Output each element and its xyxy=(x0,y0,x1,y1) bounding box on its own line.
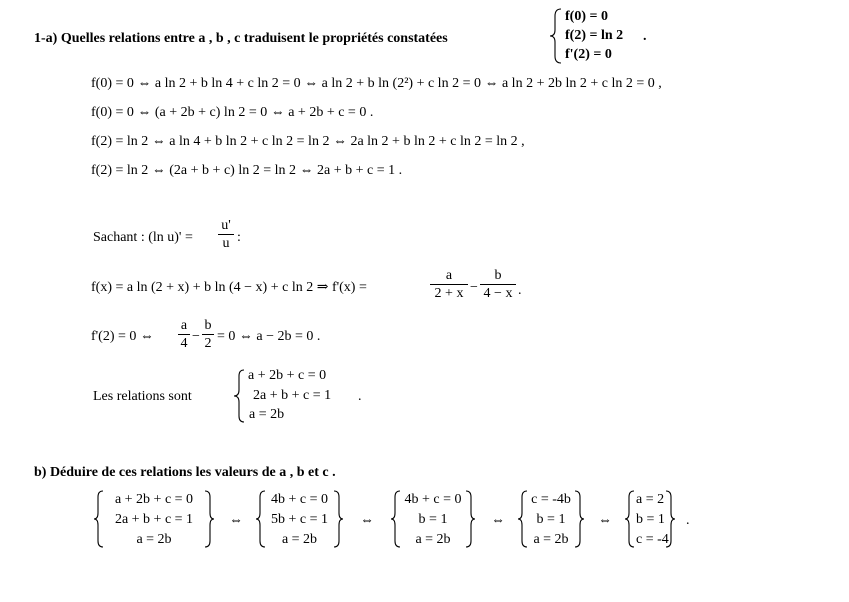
equivalence-symbol: ⇔ xyxy=(360,513,374,528)
fraction-denominator: u xyxy=(222,236,230,251)
fraction-denominator: 2 xyxy=(204,336,212,351)
system-row: c = -4 xyxy=(636,532,669,547)
fraction-bar xyxy=(178,334,190,335)
equivalence-symbol: ⇔ xyxy=(491,513,505,528)
derivation-line-3: f(2) = ln 2 ⇔ a ln 4 + b ln 2 + c ln 2 = ln 2 ⇔ 2a ln 2 + b ln 2 + c ln 2 = ln 2 , xyxy=(91,134,525,149)
system-row: 5b + c = 1 xyxy=(270,512,328,527)
left-brace xyxy=(517,490,529,548)
fraction-numerator: a xyxy=(180,318,188,333)
fraction-numerator: u' xyxy=(221,218,231,233)
equation-system-2 xyxy=(255,490,344,548)
relation-2: 2a + b + c = 1 xyxy=(253,388,332,403)
derivation-line-4: f(2) = ln 2 ⇔ (2a + b + c) ln 2 = ln 2 ⇔ 2a + b + c = 1 . xyxy=(91,163,403,178)
fraction-u-prime-over-u xyxy=(218,218,234,251)
system-row: a = 2b xyxy=(281,532,318,547)
system-row: a = 2b xyxy=(533,532,569,547)
system-row: b = 1 xyxy=(418,512,448,527)
sachant-prefix: Sachant : (ln u)' = xyxy=(93,230,193,245)
fraction-denominator: 4 − x xyxy=(483,286,513,301)
fraction-bar xyxy=(430,284,468,285)
condition-period: . xyxy=(643,29,647,44)
left-brace xyxy=(93,490,105,548)
system-row: c = -4b xyxy=(531,492,571,507)
fraction-a-over-4 xyxy=(178,318,190,351)
fprime2-prefix: f'(2) = 0 ⇔ xyxy=(91,329,154,344)
right-brace xyxy=(204,490,216,548)
derivation-line-1: f(0) = 0 ⇔ a ln 2 + b ln 4 + c ln 2 = 0 ⇔ a ln 2 + b ln (2²) + c ln 2 = 0 ⇔ a ln 2 + 2b ln 2 + c ln 2 = 0 , xyxy=(91,76,662,91)
final-period: . xyxy=(686,513,690,528)
system-row: a = 2b xyxy=(136,532,172,547)
fraction-b-over-2 xyxy=(202,318,214,351)
condition-f2: f(2) = ln 2 xyxy=(565,28,624,43)
system-row: b = 1 xyxy=(536,512,566,527)
left-brace xyxy=(624,490,636,548)
system-row: a = 2 xyxy=(636,492,665,507)
condition-f0: f(0) = 0 xyxy=(565,9,608,24)
fraction-numerator: b xyxy=(494,268,502,283)
left-brace xyxy=(390,490,402,548)
relations-period: . xyxy=(358,389,362,404)
fraction-bar xyxy=(202,334,214,335)
equation-system-3 xyxy=(390,490,476,548)
system-row: 4b + c = 0 xyxy=(270,492,328,507)
fx-period: . xyxy=(518,283,522,298)
fraction-denominator: 2 + x xyxy=(434,286,464,301)
derivation-line-2: f(0) = 0 ⇔ (a + 2b + c) ln 2 = 0 ⇔ a + 2b + c = 0 . xyxy=(91,105,374,120)
fraction-numerator: b xyxy=(204,318,212,333)
fraction-b-over-4-minus-x xyxy=(480,268,516,301)
relations-label: Les relations sont xyxy=(93,389,192,404)
fraction-bar xyxy=(480,284,516,285)
system-row: 2a + b + c = 1 xyxy=(114,512,194,527)
system-row: b = 1 xyxy=(636,512,665,527)
right-brace xyxy=(574,490,586,548)
question-1a-title: 1-a) Quelles relations entre a , b , c traduisent le propriétés constatées xyxy=(34,31,448,46)
minus-sign: − xyxy=(470,280,478,295)
system-row: 4b + c = 0 xyxy=(404,492,462,507)
left-brace xyxy=(255,490,267,548)
condition-fprime2: f'(2) = 0 xyxy=(565,47,612,62)
fraction-numerator: a xyxy=(445,268,453,283)
left-brace xyxy=(549,8,563,64)
relation-1: a + 2b + c = 0 xyxy=(248,368,327,383)
relation-3: a = 2b xyxy=(249,407,285,422)
fraction-bar xyxy=(218,234,234,235)
right-brace xyxy=(333,490,345,548)
left-brace xyxy=(233,369,245,423)
system-row: a = 2b xyxy=(415,532,451,547)
equation-system-5 xyxy=(624,490,676,548)
equivalence-symbol: ⇔ xyxy=(229,513,243,528)
fx-expression: f(x) = a ln (2 + x) + b ln (4 − x) + c ln 2 ⇒ f'(x) = xyxy=(91,280,367,295)
minus-sign: − xyxy=(192,329,200,344)
equation-system-4 xyxy=(517,490,585,548)
system-row: a + 2b + c = 0 xyxy=(114,492,194,507)
equivalence-symbol: ⇔ xyxy=(598,513,612,528)
fraction-a-over-2-plus-x xyxy=(430,268,468,301)
equation-system-1 xyxy=(93,490,215,548)
question-b-title: b) Déduire de ces relations les valeurs de a , b et c . xyxy=(34,465,336,480)
fprime2-suffix: = 0 ⇔ a − 2b = 0 . xyxy=(217,329,321,344)
right-brace xyxy=(465,490,477,548)
sachant-colon: : xyxy=(237,230,241,245)
fraction-denominator: 4 xyxy=(180,336,188,351)
